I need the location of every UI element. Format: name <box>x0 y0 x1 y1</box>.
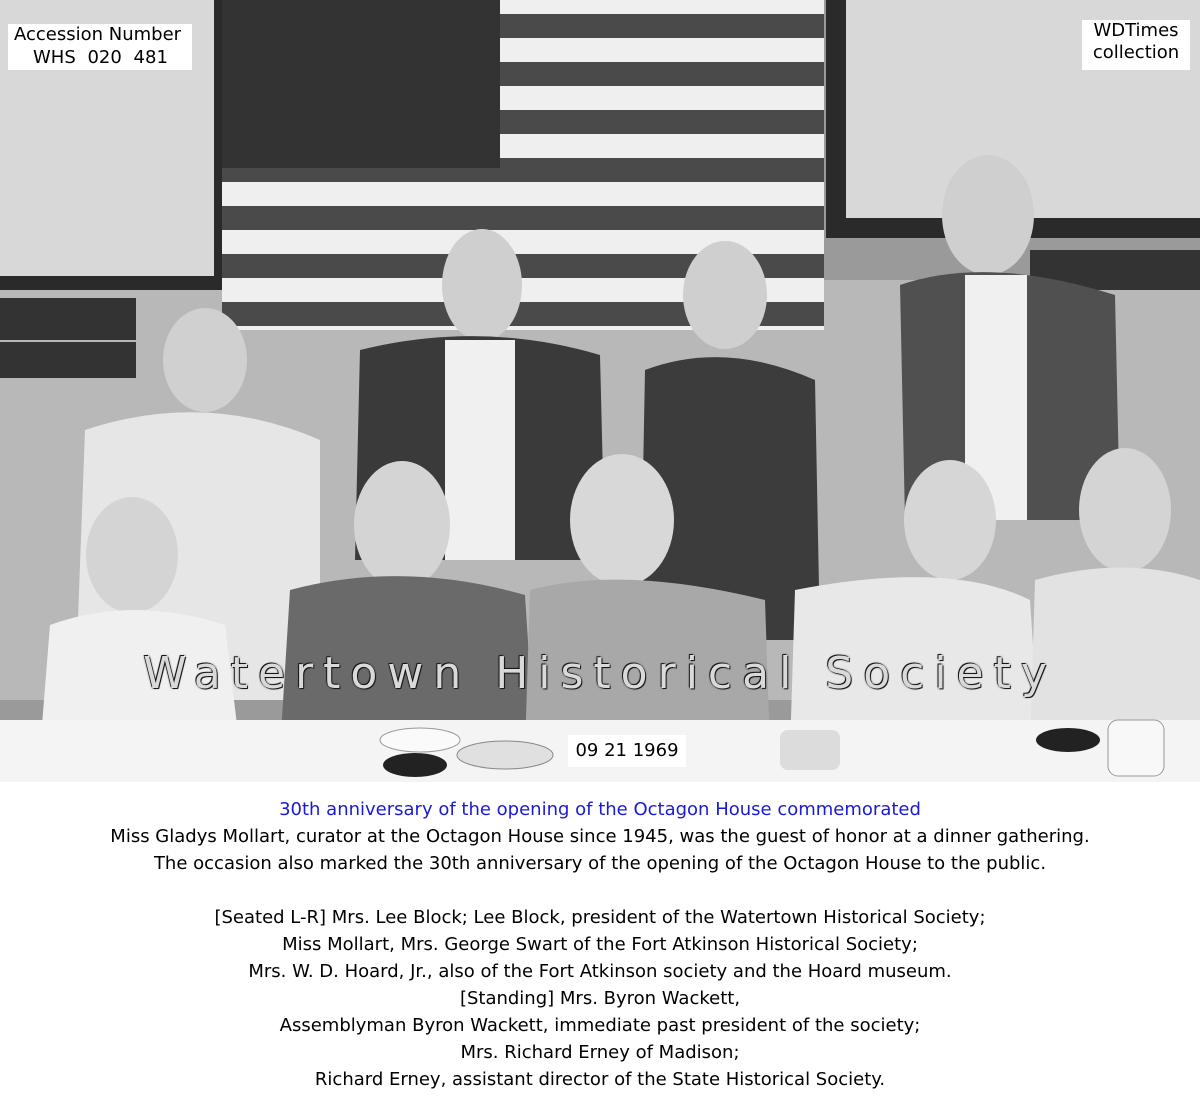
caption-p1-line2: The occasion also marked the 30th anniversary of the opening of the Octagon House to the public. <box>153 853 1047 874</box>
caption-p2-line2: Miss Mollart, Mrs. George Swart of the Fort Atkinson Historical Society; <box>282 934 918 955</box>
photo-caption <box>0 796 1200 1093</box>
photo-date: 09 21 1969 <box>568 735 686 767</box>
caption-p1-line1: Miss Gladys Mollart, curator at the Octagon House since 1945, was the guest of honor at a dinner gathering. <box>110 826 1090 847</box>
caption-p2-line6: Mrs. Richard Erney of Madison; <box>460 1042 740 1063</box>
caption-gap <box>0 877 1200 904</box>
accession-number-label <box>8 24 192 70</box>
caption-p2-line7: Richard Erney, assistant director of the State Historical Society. <box>314 1069 886 1090</box>
collection-label-line2: collection <box>1092 42 1180 63</box>
left-banner-top <box>0 298 136 340</box>
accession-label-text: Accession Number <box>14 24 182 45</box>
caption-p2-line4: [Standing] Mrs. Byron Wackett, <box>459 988 741 1009</box>
accession-number-text: WHS 020 481 <box>33 47 168 68</box>
caption-p2-line1: [Seated L-R] Mrs. Lee Block; Lee Block, president of the Watertown Historical Society; <box>214 907 986 928</box>
collection-label-line1: WDTimes <box>1093 20 1179 41</box>
caption-p2-line5: Assemblyman Byron Wackett, immediate past president of the society; <box>279 1015 921 1036</box>
collection-label <box>1082 20 1190 70</box>
caption-p2-line3: Mrs. W. D. Hoard, Jr., also of the Fort Atkinson society and the Hoard museum. <box>248 961 952 982</box>
left-banner-bottom <box>0 342 136 378</box>
caption-headline: 30th anniversary of the opening of the Octagon House commemorated <box>279 799 921 820</box>
watermark-text: Watertown Historical Society <box>143 648 1057 699</box>
